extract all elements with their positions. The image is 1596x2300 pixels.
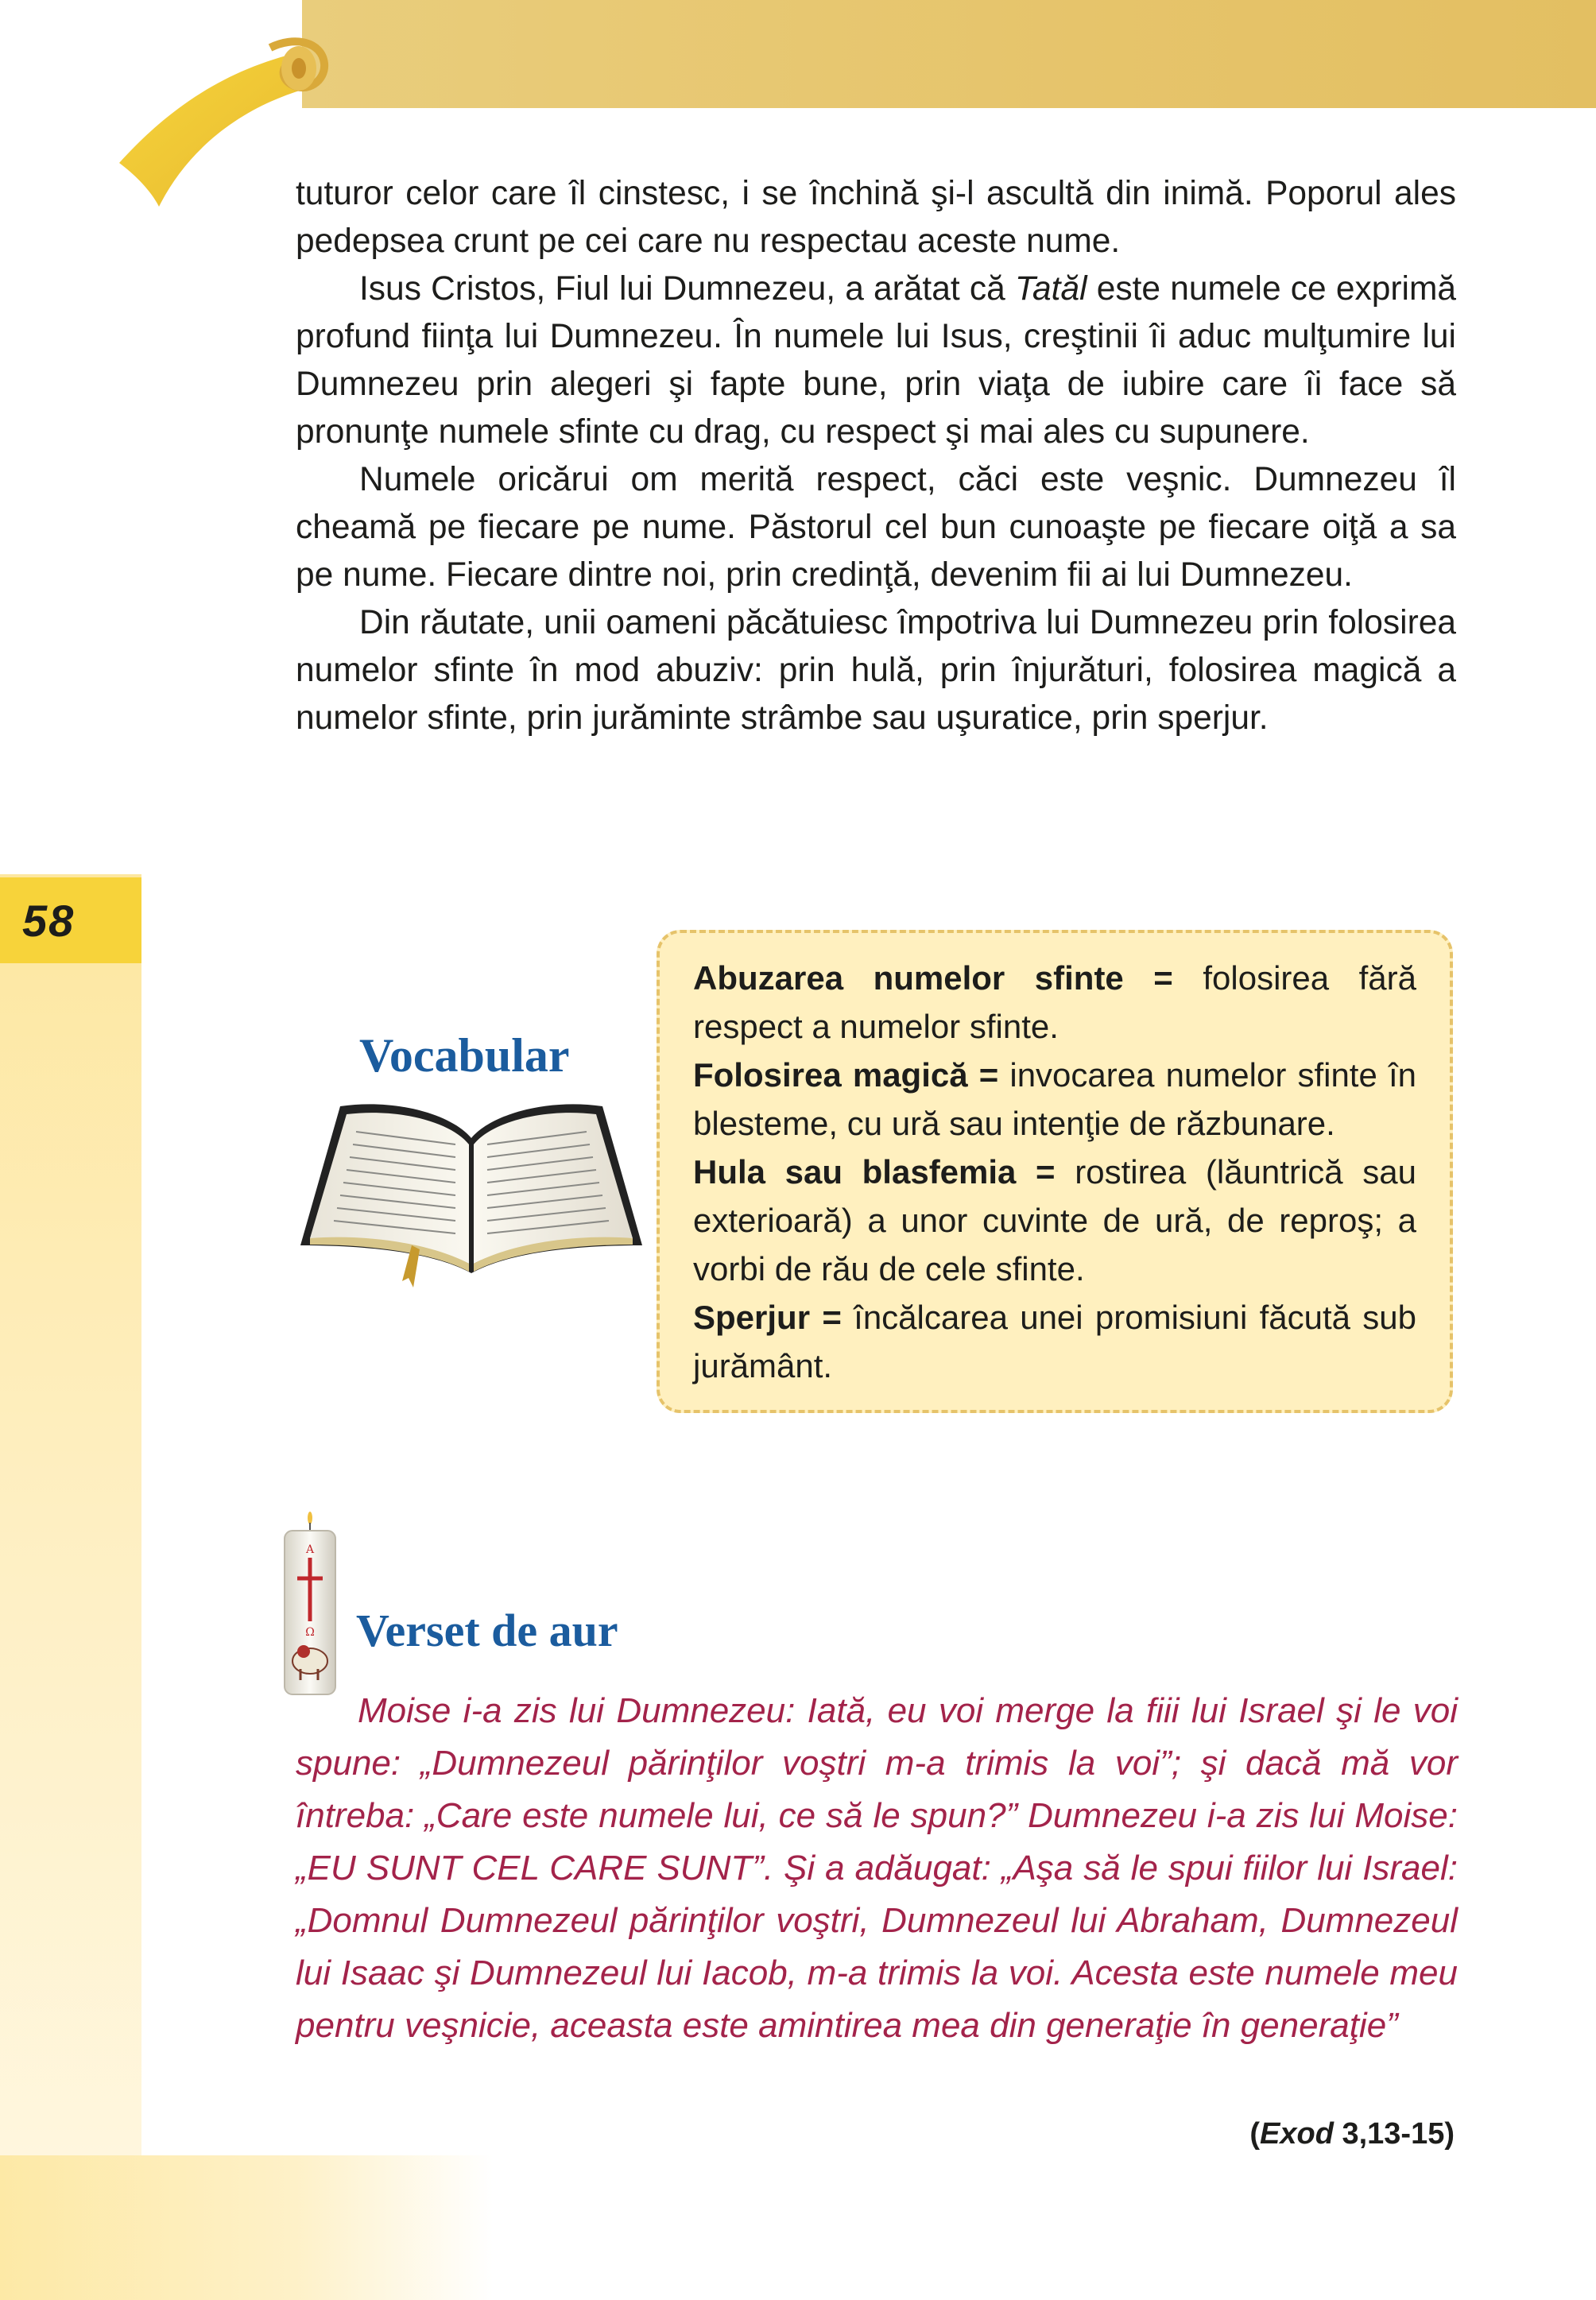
verse-reference (1249, 2117, 1455, 2151)
vocabulary-title: Vocabular (359, 1029, 570, 1082)
vocabulary-item (693, 1293, 1416, 1390)
vocabulary-definition: rostirea (lăuntrică sau exterioară) a unor cuvinte de ură, de reproş; a vorbi de rău de cele sfinte. (693, 1153, 1416, 1287)
svg-text:A: A (305, 1543, 315, 1556)
paragraph-text: Isus Cristos, Fiul lui Dumnezeu, a arătat că (359, 270, 1015, 308)
bottom-decorative-band (0, 2155, 493, 2300)
candle-icon (278, 1510, 342, 1701)
vocabulary-list (693, 954, 1416, 1390)
vocabulary-term: Sperjur = (693, 1299, 842, 1336)
vocabulary-item (693, 954, 1416, 1051)
page-number: 58 (22, 896, 76, 946)
open-book-icon (292, 1082, 650, 1289)
reference-book: Exod (1260, 2117, 1334, 2151)
paragraph: Din răutate, unii oameni păcătuiesc împotriva lui Dumnezeu prin folosirea numelor sfinte în mod abuziv: prin hulă, prin înjurături, folosirea magică a numelor sfinte, prin jurăminte strâmbe sau uşuratice, prin sperjur. (296, 604, 1456, 737)
paragraph-text: este numele ce exprimă profund fiinţa lui Dumnezeu. În numele lui Isus, creştinii îi aduc mulţumire lui Dumnezeu prin alegeri şi fapte bune, prin viaţa de iubire care îi face să pronunţe numele sfinte cu drag, cu respect şi mai ales cu supunere. (296, 270, 1456, 451)
paragraph (296, 265, 1456, 456)
paragraph: Numele oricărui om merită respect, căci este veşnic. Dumnezeu îl cheamă pe fiecare pe nume. Păstorul cel bun cunoaşte pe fiecare oiţă a sa pe nume. Fiecare dintre noi, prin credinţă, devenim fii ai lui Dumnezeu. (296, 461, 1456, 594)
reference-chapter-verses: 3,13-15) (1333, 2117, 1455, 2151)
top-decorative-band (302, 0, 1596, 108)
vocabulary-definition: încălcarea unei promisiuni făcută sub jurământ. (693, 1299, 1417, 1384)
vocabulary-term: Folosirea magică = (693, 1056, 999, 1094)
verse-title: Verset de aur (356, 1605, 618, 1656)
vocabulary-definition: folosirea fără respect a numelor sfinte. (693, 959, 1417, 1045)
paragraph: tuturor celor care îl cinstesc, i se închină şi-l ascultă din inimă. Poporul ales pedepsea crunt pe cei care nu respectau aceste nume. (296, 175, 1456, 260)
svg-text:Ω: Ω (305, 1626, 315, 1639)
vocabulary-term: Abuzarea numelor sfinte = (693, 959, 1173, 997)
body-text (296, 170, 1456, 742)
verse-text: Moise i-a zis lui Dumnezeu: Iată, eu voi merge la fiii lui Israel şi le voi spune: „Dumnezeul părinţilor voştri m-a trimis la voi”; şi dacă mă vor întreba: „Care este numele lui, ce să le spun?” Dumnezeu i-a zis lui Moise: „EU SUNT CEL CARE SUNT”. Şi a adăugat: „Aşa să le spui fiilor lui Israel: „Domnul Dumnezeul părinţilor voştri, Dumnezeul lui Abraham, Dumnezeul lui Isaac şi Dumnezeul lui Iacob, m-a trimis la voi. Acesta este numele meu pentru veşnicie, aceasta este amintirea mea din generaţie în generaţie” (296, 1691, 1458, 2045)
emphasis-text: Tatăl (1014, 270, 1087, 308)
vocabulary-definition: invocarea numelor sfinte în blesteme, cu ură sau intenţie de răzbunare. (693, 1056, 1416, 1142)
vocabulary-item (693, 1148, 1416, 1293)
left-decorative-strip (0, 874, 141, 2300)
reference-open: ( (1249, 2117, 1260, 2151)
vocabulary-term: Hula sau blasfemia = (693, 1153, 1056, 1191)
vocabulary-item (693, 1051, 1416, 1148)
